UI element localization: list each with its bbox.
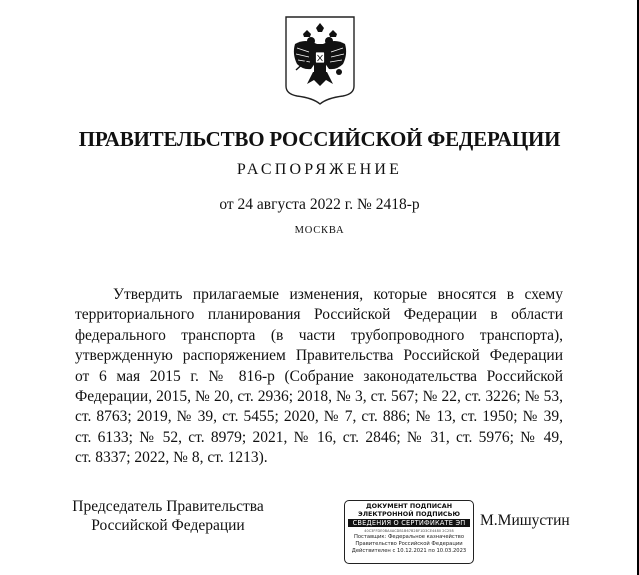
document-city: МОСКВА [294, 225, 345, 236]
e-signature-stamp [344, 500, 474, 564]
body-line: Утвердить прилагаемые изменения, которые вносятся в схему [113, 286, 563, 303]
signer-name: М.Мишустин [480, 512, 570, 529]
body-line: от 6 мая 2015 г. № 816-р (Собрание законодательства Российской [75, 367, 563, 385]
body-line: ст. 8763; 2019, № 39, ст. 5455; 2020, № 7, ст. 886; № 13, ст. 1950; № 39, [75, 408, 563, 426]
body-line: утвержденную распоряжением Правительства Российской Федерации [75, 347, 563, 365]
body-line: ст. 8337; 2022, № 8, ст. 1213). [75, 449, 268, 467]
document-date-number: от 24 августа 2022 г. № 2418-р [219, 196, 420, 213]
stamp-certificate-bar: СВЕДЕНИЯ О СЕРТИФИКАТЕ ЭП [348, 519, 470, 527]
body-line: ст. 6133; № 52, ст. 8979; 2021, № 16, ст. 2846; № 31, ст. 5976; № 49, [75, 428, 563, 446]
stamp-owner: Правительство Российской Федерации [355, 541, 463, 548]
document-body [75, 285, 563, 469]
coat-of-arms-icon [283, 14, 357, 106]
body-line: территориального планирования Российской Федерации в области [75, 306, 563, 324]
stamp-line1: ДОКУМЕНТ ПОДПИСАН [365, 502, 453, 510]
signer-position-line1: Председатель Правительства [72, 498, 264, 515]
stamp-line2: ЭЛЕКТРОННОЙ ПОДПИСЬЮ [358, 509, 460, 518]
body-line: Федерации, 2015, № 20, ст. 2936; 2018, № 3, ст. 567; № 22, ст. 3226; № 53, [75, 388, 563, 406]
issuer-title: ПРАВИТЕЛЬСТВО РОССИЙСКОЙ ФЕДЕРАЦИИ [78, 127, 561, 151]
body-line: федерального транспорта (в части трубопроводного транспорта), [75, 326, 563, 344]
signer-position-line2: Российской Федерации [91, 517, 245, 534]
signer-position [64, 497, 272, 535]
stamp-issuer: Поставщик: Федеральное казначейство [353, 534, 465, 541]
stamp-serial: 40C3FFDE0BA4ACDB1B67B2BF1D3CE4480 2C258 [364, 529, 454, 534]
document-type: РАСПОРЯЖЕНИЕ [236, 161, 403, 178]
stamp-validity: Действителен с 10.12.2021 по 10.03.2023 [351, 548, 467, 555]
